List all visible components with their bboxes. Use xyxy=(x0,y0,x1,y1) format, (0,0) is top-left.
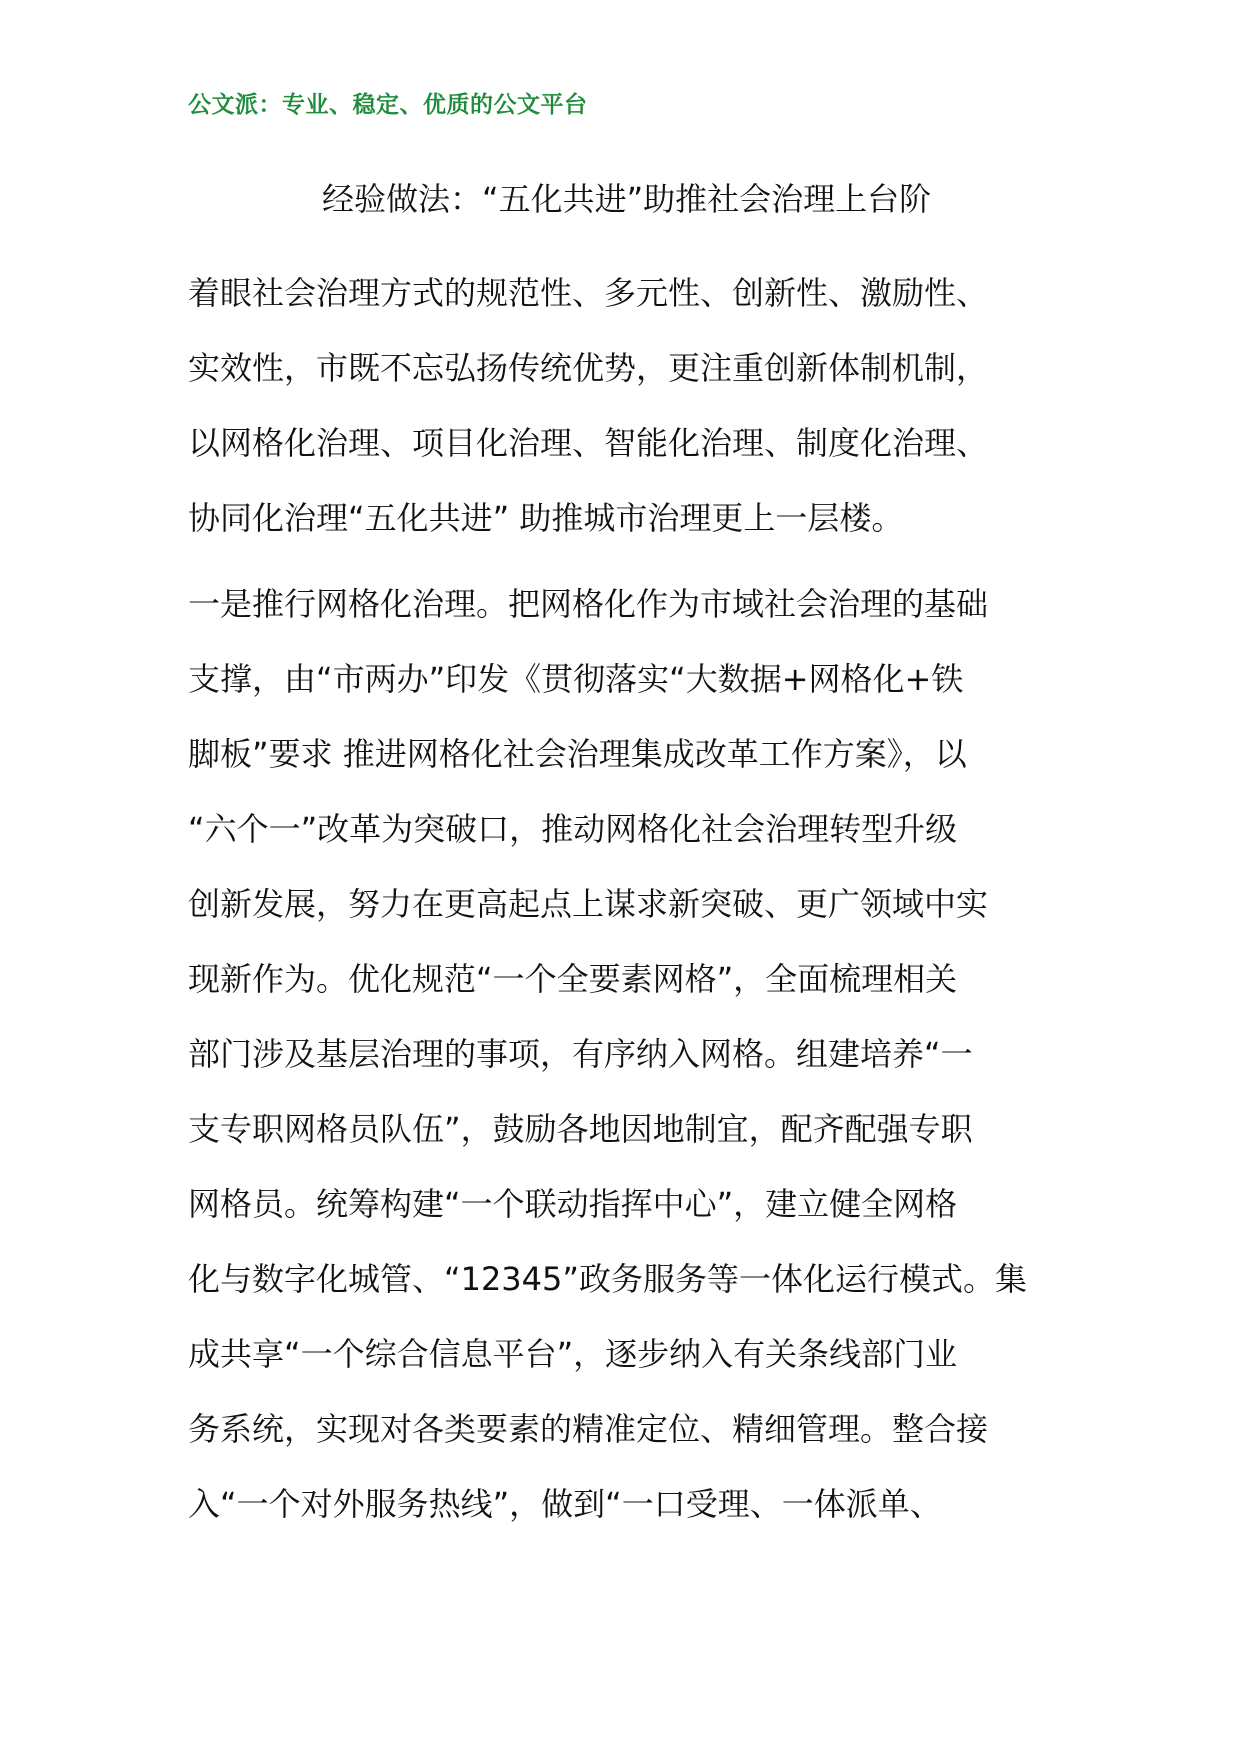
paragraph-line: 一是推行网格化治理。把网格化作为市域社会治理的基础 xyxy=(188,585,989,623)
paragraph-line: 协同化治理“五化共进” 助推城市治理更上一层楼。 xyxy=(188,499,904,537)
paragraph-intro xyxy=(188,256,1068,556)
paragraph-line: 部门涉及基层治理的事项，有序纳入网格。组建培养“一 xyxy=(188,1035,973,1073)
paragraph-line: 务系统，实现对各类要素的精准定位、精细管理。整合接 xyxy=(188,1410,989,1448)
paragraph-line: 现新作为。优化规范“一个全要素网格”，全面梳理相关 xyxy=(188,960,958,998)
paragraph-grid-governance xyxy=(188,567,1068,1542)
paragraph-line: 网格员。统筹构建“一个联动指挥中心”，建立健全网格 xyxy=(188,1185,958,1223)
paragraph-line: 着眼社会治理方式的规范性、多元性、创新性、激励性、 xyxy=(188,274,989,312)
paragraph-line: 成共享“一个综合信息平台”，逐步纳入有关条线部门业 xyxy=(188,1335,958,1373)
site-banner: 公文派：专业、稳定、优质的公文平台 xyxy=(188,92,588,118)
paragraph-line: 支撑，由“市两办”印发《贯彻落实“大数据+网格化+铁 xyxy=(188,660,964,698)
paragraph-line: 实效性，市既不忘弘扬传统优势，更注重创新体制机制， xyxy=(188,349,989,387)
paragraph-line: 入“一个对外服务热线”，做到“一口受理、一体派单、 xyxy=(188,1485,942,1523)
document-title: 经验做法：“五化共进”助推社会治理上台阶 xyxy=(322,180,932,218)
paragraph-line: 支专职网格员队伍”，鼓励各地因地制宜，配齐配强专职 xyxy=(188,1110,973,1148)
paragraph-line: 创新发展，努力在更高起点上谋求新突破、更广领域中实 xyxy=(188,885,989,923)
paragraph-line: 化与数字化城管、“12345”政务服务等一体化运行模式。集 xyxy=(188,1260,1027,1298)
paragraph-line: 以网格化治理、项目化治理、智能化治理、制度化治理、 xyxy=(188,424,989,462)
paragraph-line: 脚板”要求 推进网格化社会治理集成改革工作方案》，以 xyxy=(188,735,967,773)
paragraph-line: “六个一”改革为突破口，推动网格化社会治理转型升级 xyxy=(188,810,958,848)
